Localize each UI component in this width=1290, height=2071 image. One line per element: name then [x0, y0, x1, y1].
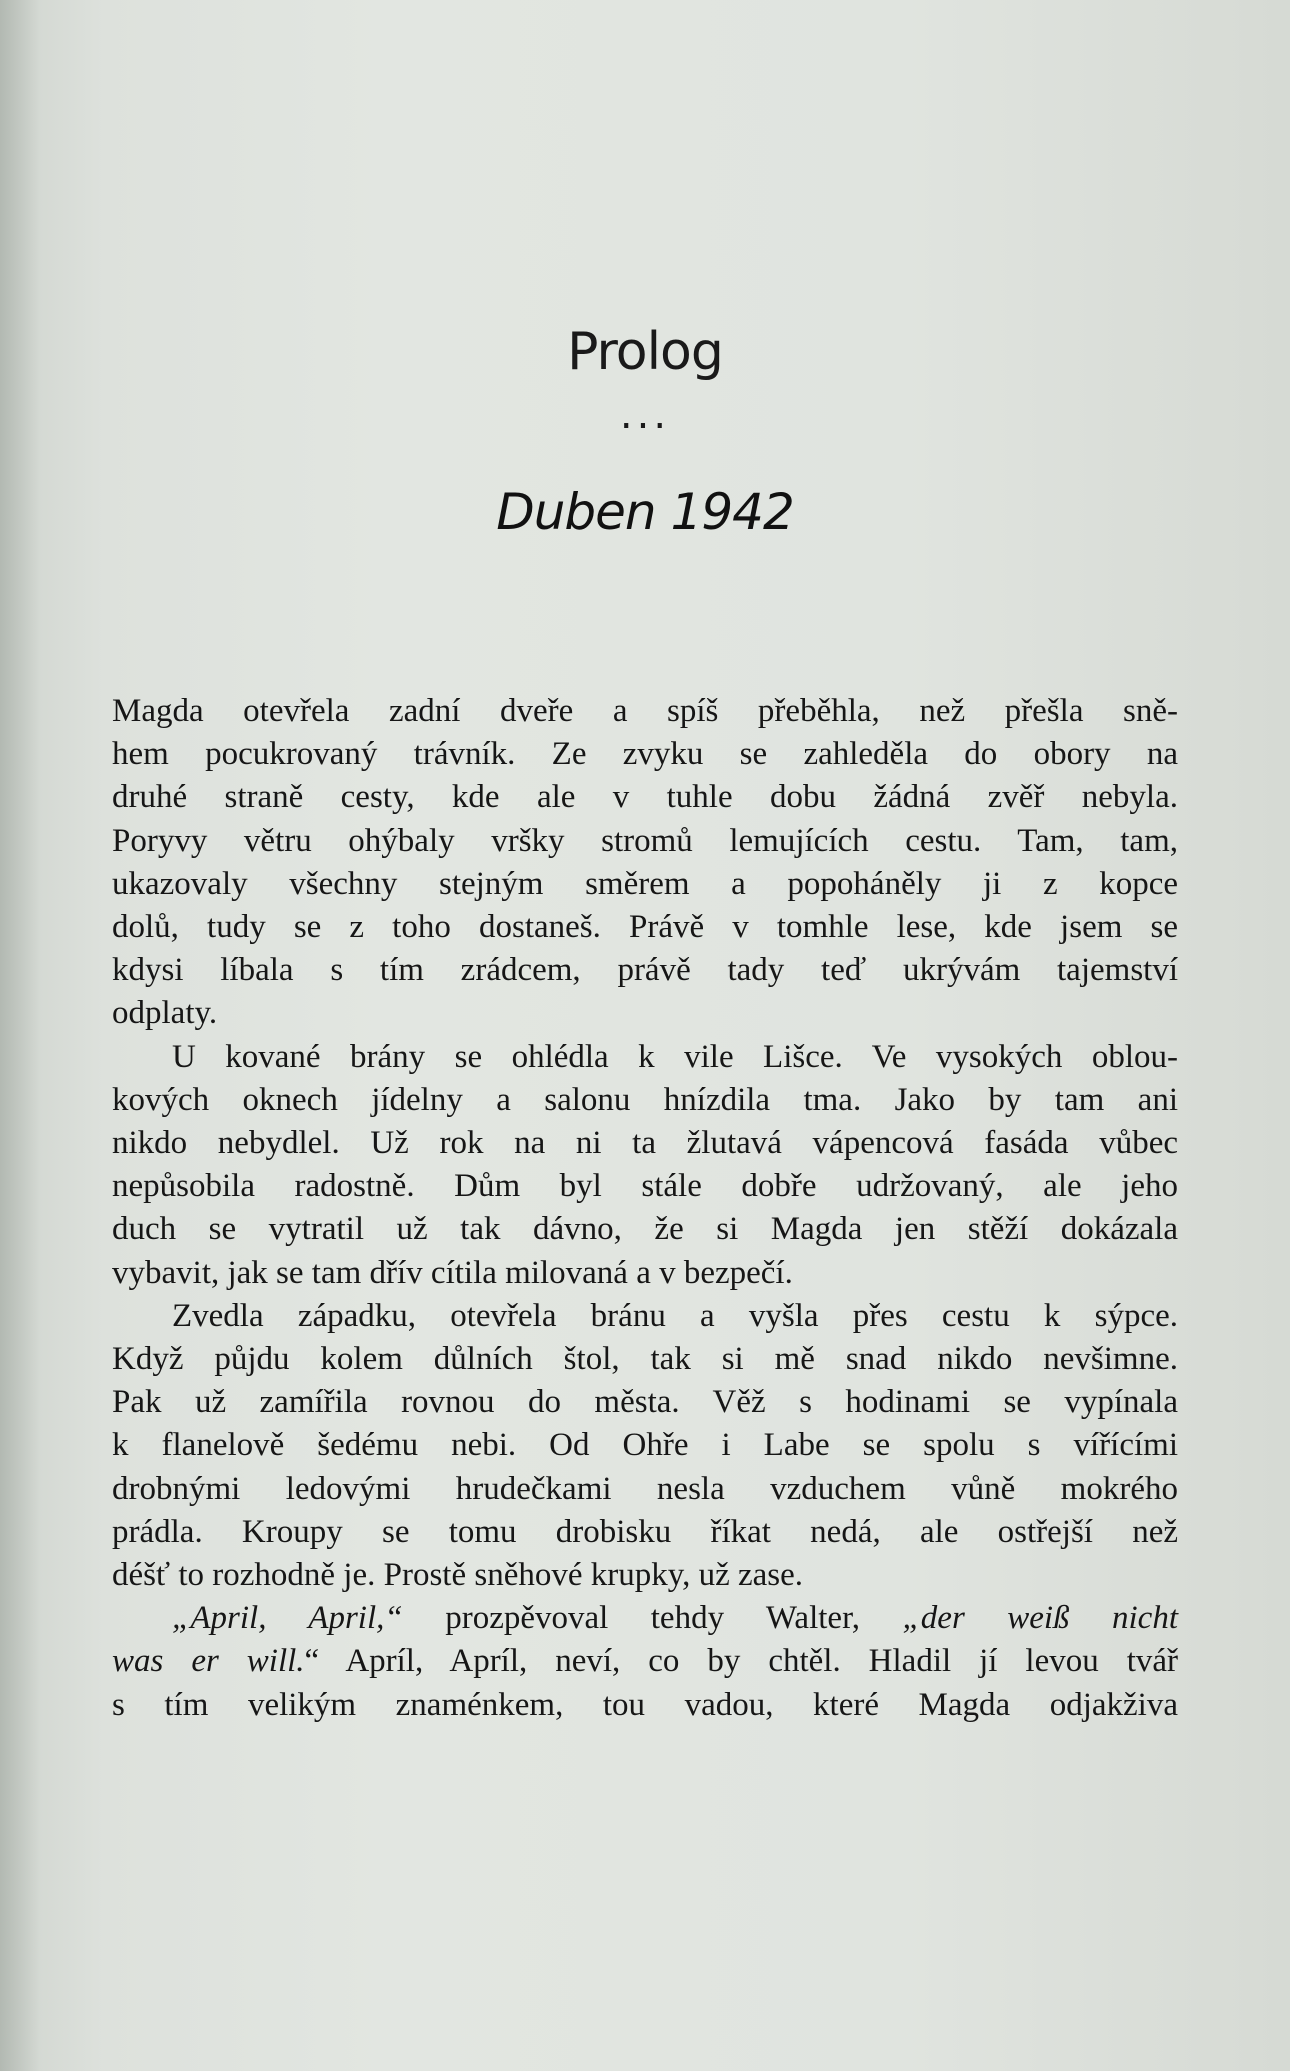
paragraph-3-line-2: Když půjdu kolem důlních štol, tak si mě snad nikdo nevšimne. [112, 1341, 1178, 1378]
paragraph-3-line-5: drobnými ledovými hrudečkami nesla vzduchem vůně mokrého [112, 1470, 1178, 1507]
paragraph-3-line-1: Zvedla západku, otevřela bránu a vyšla přes cestu k sýpce. [172, 1297, 1178, 1334]
paragraph-2-line-6: vybavit, jak se tam dřív cítila milovaná a v bezpečí. [112, 1254, 793, 1291]
paragraph-1-line-6: dolů, tudy se z toho dostaneš. Právě v tomhle lese, kde jsem se [112, 909, 1178, 946]
paragraph-2-line-4: nepůsobila radostně. Dům byl stále dobře udržovaný, ale jeho [112, 1168, 1178, 1205]
chapter-title: Prolog [567, 322, 723, 382]
quote-april: „April, April,“ [172, 1600, 403, 1637]
paragraph-4-line-3: s tím velikým znaménkem, tou vadou, které Magda odjakživa [112, 1686, 1178, 1723]
paragraph-3-line-6: prádla. Kroupy se tomu drobisku říkat nedá, ale ostřejší než [112, 1513, 1178, 1550]
paragraph-2-line-3: nikdo nebydlel. Už rok na ni ta žlutavá vápencová fasáda vůbec [112, 1125, 1178, 1162]
spine-shadow [0, 0, 40, 2071]
quote-was-er-will: was er will. [112, 1643, 305, 1680]
paragraph-3-line-7: déšť to rozhodně je. Prostě sněhové krupky, už zase. [112, 1557, 804, 1594]
body-text [112, 690, 1178, 1727]
paragraph-1-line-2: hem pocukrovaný trávník. Ze zvyku se zahleděla do obory na [112, 736, 1178, 773]
paragraph-3-line-4: k flanelově šedému nebi. Od Ohře i Labe se spolu s vířícími [112, 1427, 1178, 1464]
quote-narration: prozpěvoval tehdy Walter, [402, 1600, 903, 1637]
quote-der-weiss: „der weiß nicht [902, 1600, 1178, 1637]
paragraph-1-line-8: odplaty. [112, 995, 218, 1032]
ellipsis-ornament: ... [619, 392, 671, 438]
paragraph-1-line-7: kdysi líbala s tím zrádcem, právě tady teď ukrývám tajemství [112, 952, 1178, 989]
paragraph-2-line-2: kových oknech jídelny a salonu hnízdila tma. Jako by tam ani [112, 1081, 1178, 1118]
paragraph-1-line-4: Poryvy větru ohýbaly vršky stromů lemujících cestu. Tam, tam, [112, 822, 1178, 859]
paragraph-2-line-1: U kované brány se ohlédla k vile Lišce. Ve vysokých oblou- [172, 1038, 1178, 1075]
paragraph-3-line-3: Pak už zamířila rovnou do města. Věž s hodinami se vypínala [112, 1384, 1178, 1421]
paragraph-1-line-3: druhé straně cesty, kde ale v tuhle dobu žádná zvěř nebyla. [112, 779, 1178, 816]
translation-narration: “ Apríl, Apríl, neví, co by chtěl. Hladil jí levou tvář [304, 1643, 1178, 1680]
paragraph-4-line-2 [112, 1640, 1178, 1683]
paragraph-4-line-1 [112, 1597, 1178, 1640]
paragraph-1-line-1: Magda otevřela zadní dveře a spíš přeběhla, než přešla sně- [112, 693, 1178, 729]
date-heading: Duben 1942 [496, 483, 794, 541]
paragraph-1-line-5: ukazovaly všechny stejným směrem a popoháněly ji z kopce [112, 865, 1178, 902]
paragraph-2-line-5: duch se vytratil už tak dávno, že si Magda jen stěží dokázala [112, 1211, 1178, 1248]
